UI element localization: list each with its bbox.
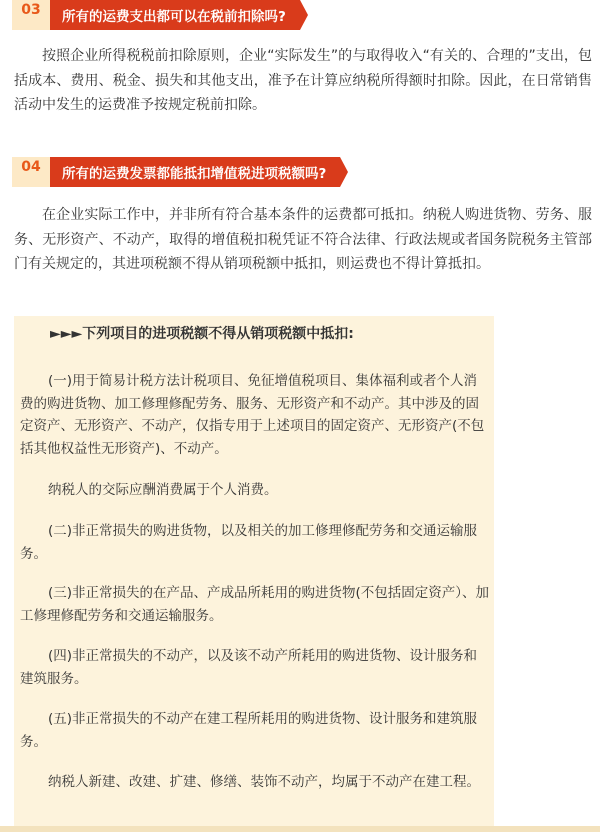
notice-item: (三)非正常损失的在产品、产成品所耗用的购进货物(不包括固定资产）、加工修理修配劳务和交通运输服务。 [20, 585, 490, 624]
notice-item: (五)非正常损失的不动产在建工程所耗用的购进货物、设计服务和建筑服务。 [20, 711, 478, 750]
section-04-body: 在企业实际工作中，并非所有符合基本条件的运费都可抵扣。纳税人购进货物、劳务、服务、无形资产、不动产，取得的增值税扣税凭证不符合法律、行政法规或者国务院税务主管部门有关规定的，其进项税额不得从销项税额中抵扣，则运费也不得计算抵扣。 [14, 207, 592, 272]
notice-item: 纳税人的交际应酬消费属于个人消费。 [48, 482, 278, 498]
section-04-header [12, 157, 340, 187]
section-title: 所有的运费支出都可以在税前扣除吗? [50, 0, 300, 30]
notice-title: ►►►下列项目的进项税额不得从销项税额中抵扣: [50, 326, 354, 342]
section-title: 所有的运费发票都能抵扣增值税进项税额吗? [50, 157, 340, 187]
notice-item: (二)非正常损失的购进货物，以及相关的加工修理修配劳务和交通运输服务。 [20, 523, 478, 562]
notice-item: (一)用于简易计税方法计税项目、免征增值税项目、集体福利或者个人消费的购进货物、加工修理修配劳务、服务、无形资产和不动产。其中涉及的固定资产、无形资产、不动产，仅指专用于上述项目的固定资产、无形资产(不包括其他权益性无形资产)、不动产。 [20, 373, 485, 457]
section-03-body: 按照企业所得税税前扣除原则，企业“实际发生”的与取得收入“有关的、合理的”支出，包括成本、费用、税金、损失和其他支出，准予在计算应纳税所得额时扣除。因此，在日常销售活动中发生的运费准予按规定税前扣除。 [14, 48, 592, 113]
bottom-divider [0, 826, 600, 832]
notice-item: 纳税人新建、改建、扩建、修缮、装饰不动产，均属于不动产在建工程。 [48, 774, 480, 790]
section-03-header [12, 0, 300, 30]
section-number: 04 [12, 157, 50, 187]
notice-item: (四)非正常损失的不动产，以及该不动产所耗用的购进货物、设计服务和建筑服务。 [20, 648, 478, 687]
section-number: 03 [12, 0, 50, 30]
